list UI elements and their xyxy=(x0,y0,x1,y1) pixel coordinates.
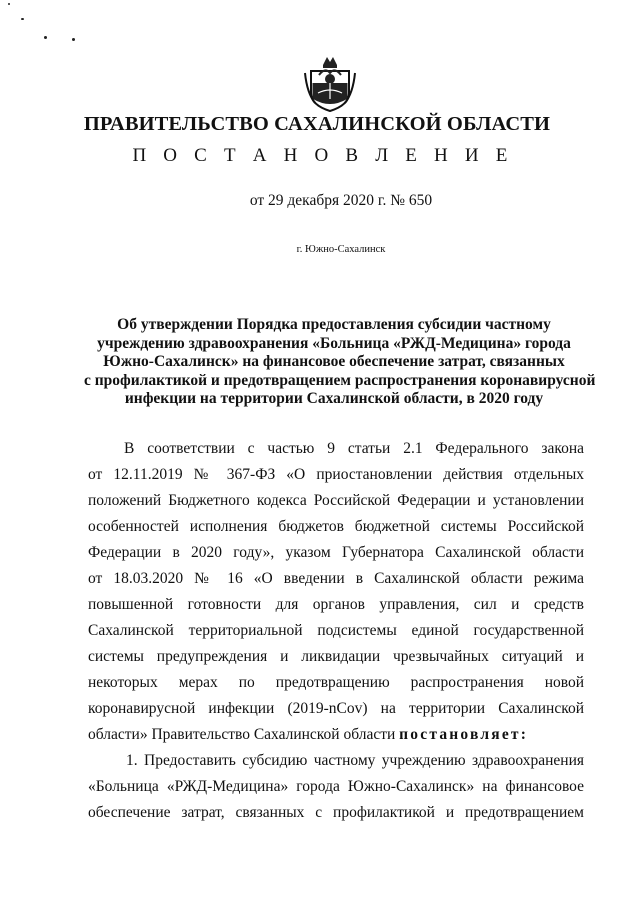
preamble-line: положений Бюджетного кодекса Российской Федерации и установлении xyxy=(88,492,584,509)
item-1-line: «Больница «РЖД-Медицина» города Южно-Сахалинск» на финансовое xyxy=(88,778,584,795)
preamble-line: от 18.03.2020 № 16 «О введении в Сахалинской области режима xyxy=(88,570,584,587)
document-date-number: от 29 декабря 2020 г. № 650 xyxy=(249,192,433,209)
preamble-line: коронавирусной инфекции (2019-nCov) на территории Сахалинской xyxy=(88,700,584,717)
preamble-line: от 12.11.2019 № 367-ФЗ «О приостановлении действия отдельных xyxy=(88,466,584,483)
subject-line: Об утверждении Порядка предоставления субсидии частному xyxy=(117,316,551,333)
coat-of-arms-icon xyxy=(303,53,357,115)
scan-speck xyxy=(72,38,75,41)
preamble-final-text: области» Правительство Сахалинской области xyxy=(88,726,400,743)
government-title: ПРАВИТЕЛЬСТВО САХАЛИНСКОЙ ОБЛАСТИ xyxy=(83,113,551,135)
scan-speck xyxy=(44,36,47,39)
item-1-line: 1. Предоставить субсидию частному учреждению здравоохранения xyxy=(126,752,584,769)
scan-speck xyxy=(8,3,10,5)
subject-line: Южно-Сахалинск» на финансовое обеспечение затрат, связанных xyxy=(103,353,565,370)
preamble-line: повышенной готовности для органов управления, сил и средств xyxy=(88,596,584,613)
document-type: П О С Т А Н О В Л Е Н И Е xyxy=(132,145,514,166)
preamble-line: некоторых мерах по предотвращению распространения новой xyxy=(88,674,584,691)
preamble-line: Сахалинской территориальной подсистемы единой государственной xyxy=(88,622,584,639)
document-city: г. Южно-Сахалинск xyxy=(296,244,386,255)
preamble-line: системы предупреждения и ликвидации чрезвычайных ситуаций и xyxy=(88,648,584,665)
subject-line: инфекции на территории Сахалинской области, в 2020 году xyxy=(124,390,544,407)
scan-speck xyxy=(21,18,24,20)
preamble-line: Федерации в 2020 году», указом Губернатора Сахалинской области xyxy=(88,544,584,561)
subject-line: с профилактикой и предотвращением распространения коронавирусной xyxy=(84,371,596,389)
preamble-final-line xyxy=(88,722,584,748)
document-subject xyxy=(84,316,596,409)
resolves-word: постановляет: xyxy=(399,726,529,743)
item-1-line: обеспечение затрат, связанных с профилактикой и предотвращением xyxy=(88,804,584,821)
subject-line: учреждению здравоохранения «Больница «РЖД-Медицина» города xyxy=(97,334,571,352)
preamble-line: В соответствии с частью 9 статьи 2.1 Федерального закона xyxy=(124,440,584,457)
document-body xyxy=(88,436,584,826)
preamble-line: особенностей исполнения бюджетов бюджетной системы Российской xyxy=(88,518,584,535)
